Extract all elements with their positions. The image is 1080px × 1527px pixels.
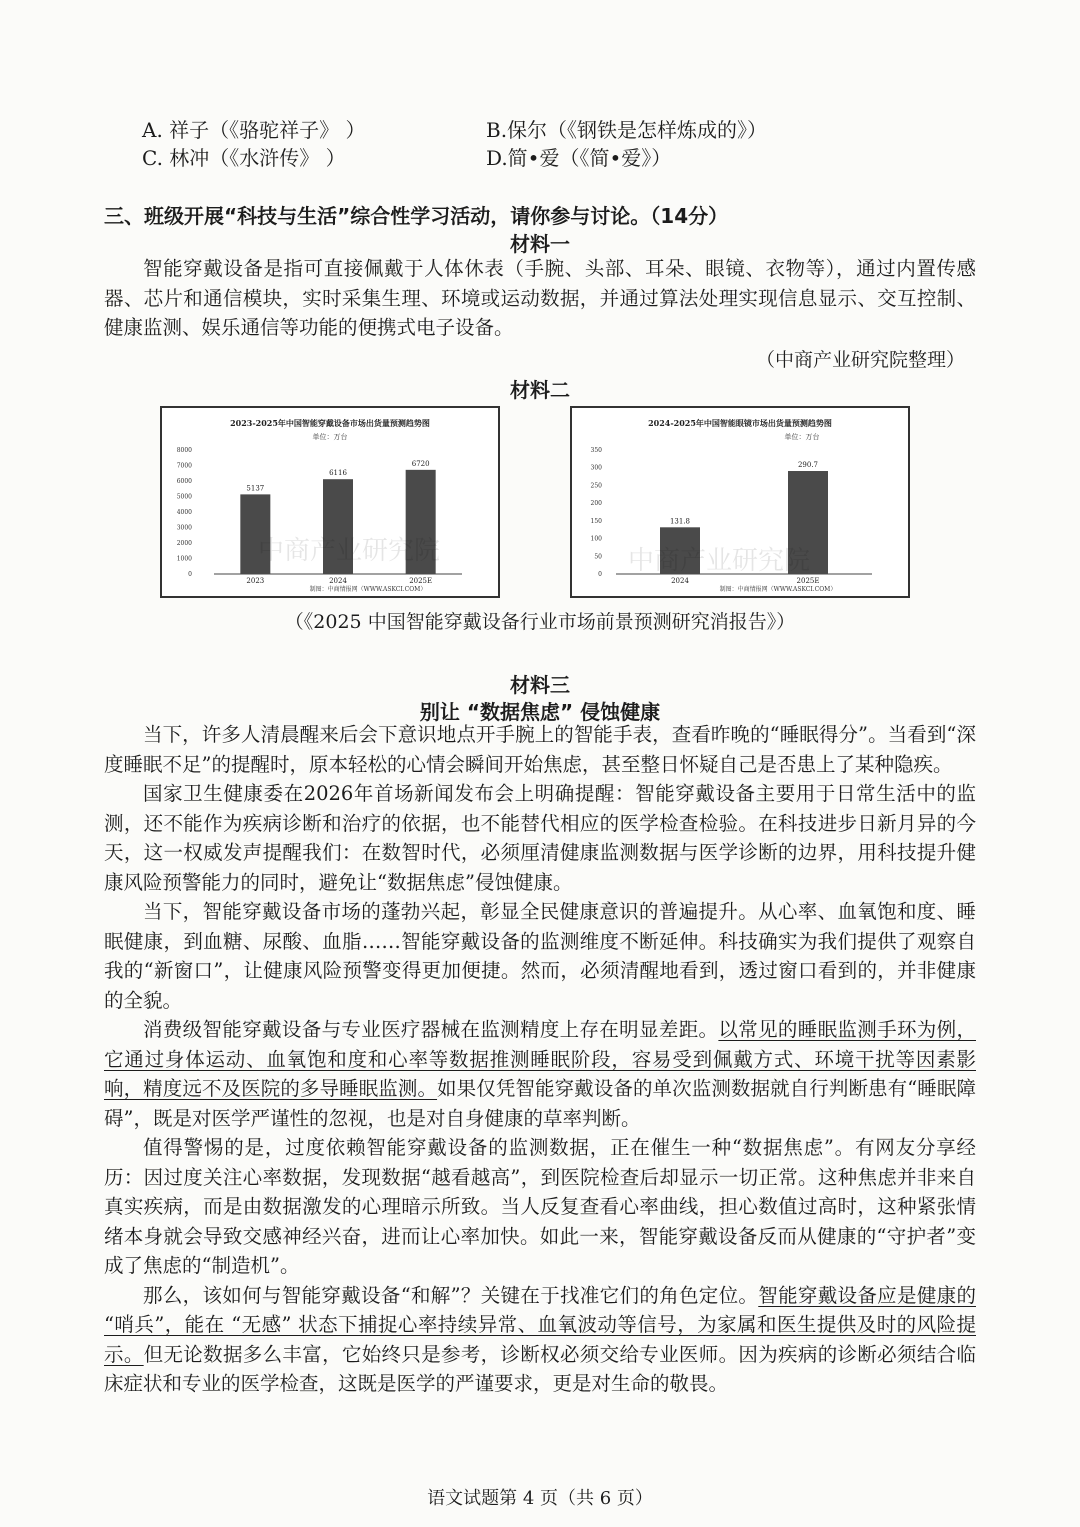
- chart-1-ytick-label: 2000: [176, 540, 192, 547]
- chart-2-data-label: 290.7: [797, 461, 819, 470]
- chart-1: [160, 406, 500, 598]
- chart-2-watermark: 中商产业研究院: [628, 546, 811, 576]
- chart-2-title: 2024-2025年中国智能眼镜市场出货量预测趋势图: [648, 418, 832, 428]
- chart-2-ytick-label: 100: [590, 535, 602, 543]
- chart-2-ytick-label: 0: [598, 571, 602, 578]
- chart-1-unit: 单位：万台: [312, 433, 348, 441]
- material2-source: （《2025 中国智能穿戴设备行业市场前景预测研究消报告》）: [284, 611, 796, 633]
- chart-1-x-label: 2024: [329, 577, 347, 585]
- chart-1-ytick-label: 6000: [176, 478, 192, 485]
- chart-1-x-label: 2023: [246, 577, 265, 585]
- chart-2-ytick-label: 200: [590, 500, 602, 508]
- p6-lead: 那么，该如何与智能穿戴设备“和解”？关键在于找准它们的角色定位。: [143, 1283, 759, 1307]
- option-c: C. 林冲（《水浒传》 ）: [142, 146, 346, 170]
- chart-1-ytick-label: 0: [188, 571, 192, 578]
- chart-1-title: 2023-2025年中国智能穿戴设备市场出货量预测趋势图: [230, 418, 430, 428]
- chart-2-ytick-label: 150: [590, 517, 602, 525]
- chart-1-ytick-label: 1000: [176, 555, 192, 563]
- chart-2-ytick-label: 50: [594, 553, 602, 561]
- material3-paragraph-5: 值得警惕的是，过度依赖智能穿戴设备的监测数据，正在催生一种“数据焦虑”。有网友分享经历：因过度关注心率数据，发现数据“越看越高”，到医院检查后却显示一切正常。这种焦虑并非来自真实疾病，而是由数据激发的心理暗示所致。当人反复查看心率曲线，担心数值过高时，这种紧张情绪本身就会导致交感神经兴奋，进而让心率加快。如此一来，智能穿戴设备反而从健康的“守护者”变成了焦虑的“制造机”。: [104, 1136, 976, 1277]
- chart-2-x-label: 2024: [671, 577, 689, 585]
- section-title: 三、班级开展“科技与生活”综合性学习活动，请你参与讨论。（14分）: [104, 204, 729, 228]
- chart-1-watermark: 中商产业研究院: [258, 536, 441, 566]
- chart-2-data-label: 131.8: [669, 517, 691, 526]
- option-d: D.简•爱（《简•爱》）: [486, 146, 672, 170]
- chart-1-ytick-label: 5000: [176, 493, 192, 501]
- chart-2-ytick-label: 300: [590, 464, 602, 472]
- material3-paragraph-3: 当下，智能穿戴设备市场的蓬勃兴起，彰显全民健康意识的普遍提升。从心率、血氧饱和度、睡眠健康，到血糖、尿酸、血脂……智能穿戴设备的监测维度不断延伸。科技确实为我们提供了观察自我的“新窗口”，让健康风险预警变得更加便捷。然而，必须清醒地看到，透过窗口看到的，并非健康的全貌。: [104, 900, 976, 1012]
- p4-underlined: 以常见的睡眠监测手环为例，它通过身体运动、血氧饱和度和心率等数据推测睡眠阶段，容易受到佩戴方式、环境干扰等因素影响，精度远不及医院的多导睡眠监测。: [104, 1018, 976, 1100]
- material2-heading: 材料二: [510, 378, 570, 402]
- chart-1-ytick-label: 3000: [176, 524, 192, 532]
- chart-1-credit: 制图：中商情报网（WWW.ASKCI.COM）: [309, 586, 427, 593]
- material3-paragraph-4: [104, 1015, 976, 1133]
- p6-underlined: 智能穿戴设备应是健康的 “哨兵”，能在 “无感” 状态下捕捉心率持续异常、血氧波动等信号，为家属和医生提供及时的风险提示。: [104, 1283, 976, 1366]
- material3-body: [104, 720, 976, 1399]
- chart-1-data-label: 6720: [411, 459, 430, 468]
- material1-text: 智能穿戴设备是指可直接佩戴于人体休表（手腕、头部、耳朵、眼镜、衣物等），通过内置传感器、芯片和通信模块，实时采集生理、环境或运动数据，并通过算法处理实现信息显示、交互控制、健康监测、娱乐通信等功能的便携式电子设备。: [104, 257, 976, 339]
- p6-tail: 但无论数据多么丰富，它始终只是参考，诊断权必须交给专业医师。因为疾病的诊断必须结合临床症状和专业的医学检查，这既是医学的严谨要求，更是对生命的敬畏。: [104, 1342, 976, 1395]
- material3-paragraph-6: [104, 1281, 976, 1399]
- chart-1-ytick-label: 7000: [176, 462, 192, 470]
- option-a: A. 祥子（《骆驼祥子》 ）: [142, 118, 366, 142]
- chart-1-data-label: 6116: [329, 469, 347, 478]
- chart-2: [570, 406, 910, 598]
- chart-2-credit: 制图：中商情报网（WWW.ASKCI.COM）: [719, 586, 837, 593]
- option-b: B.保尔（《钢铁是怎样炼成的》）: [486, 118, 768, 142]
- chart-1-ytick-label: 8000: [176, 447, 192, 454]
- chart-1-x-label: 2025E: [409, 577, 433, 585]
- chart-1-ytick-label: 4000: [176, 509, 192, 516]
- chart-2-unit: 单位：万台: [784, 433, 820, 441]
- material3-paragraph-1: 当下，许多人清晨醒来后会下意识地点开手腕上的智能手表，查看昨晚的“睡眠得分”。当看到“深度睡眠不足”的提醒时，原本轻松的心情会瞬间开始焦虑，甚至整日怀疑自己是否患上了某种隐疾。: [104, 723, 976, 776]
- material1-heading: 材料一: [510, 232, 570, 256]
- chart-2-x-label: 2025E: [796, 577, 820, 585]
- p4-lead: 消费级智能穿戴设备与专业医疗器械在监测精度上存在明显差距。: [143, 1018, 719, 1041]
- material1-source: （中商产业研究院整理）: [756, 349, 966, 371]
- material3-paragraph-2: 国家卫生健康委在2026年首场新闻发布会上明确提醒：智能穿戴设备主要用于日常生活中的监测，还不能作为疾病诊断和治疗的依据，也不能替代相应的医学检查检验。在科技进步日新月异的今天，这一权威发声提醒我们：在数智时代，必须厘清健康监测数据与医学诊断的边界，用科技提升健康风险预警能力的同时，避免让“数据焦虑”侵蚀健康。: [104, 782, 976, 894]
- chart-2-ytick-label: 250: [590, 482, 602, 490]
- material3-heading: 材料三: [510, 673, 570, 697]
- material3-subtitle: 别让 “数据焦虑” 侵蚀健康: [419, 700, 661, 724]
- chart-1-data-label: 5137: [246, 484, 265, 493]
- chart-2-ytick-label: 350: [590, 447, 602, 454]
- p4-tail: 如果仅凭智能穿戴设备的单次监测数据就自行判断患有“睡眠障碍”，既是对医学严谨性的忽视，也是对自身健康的草率判断。: [104, 1077, 976, 1130]
- page-footer: 语文试题第 4 页（共 6 页）: [427, 1488, 653, 1509]
- chart-1-svg: [162, 408, 498, 596]
